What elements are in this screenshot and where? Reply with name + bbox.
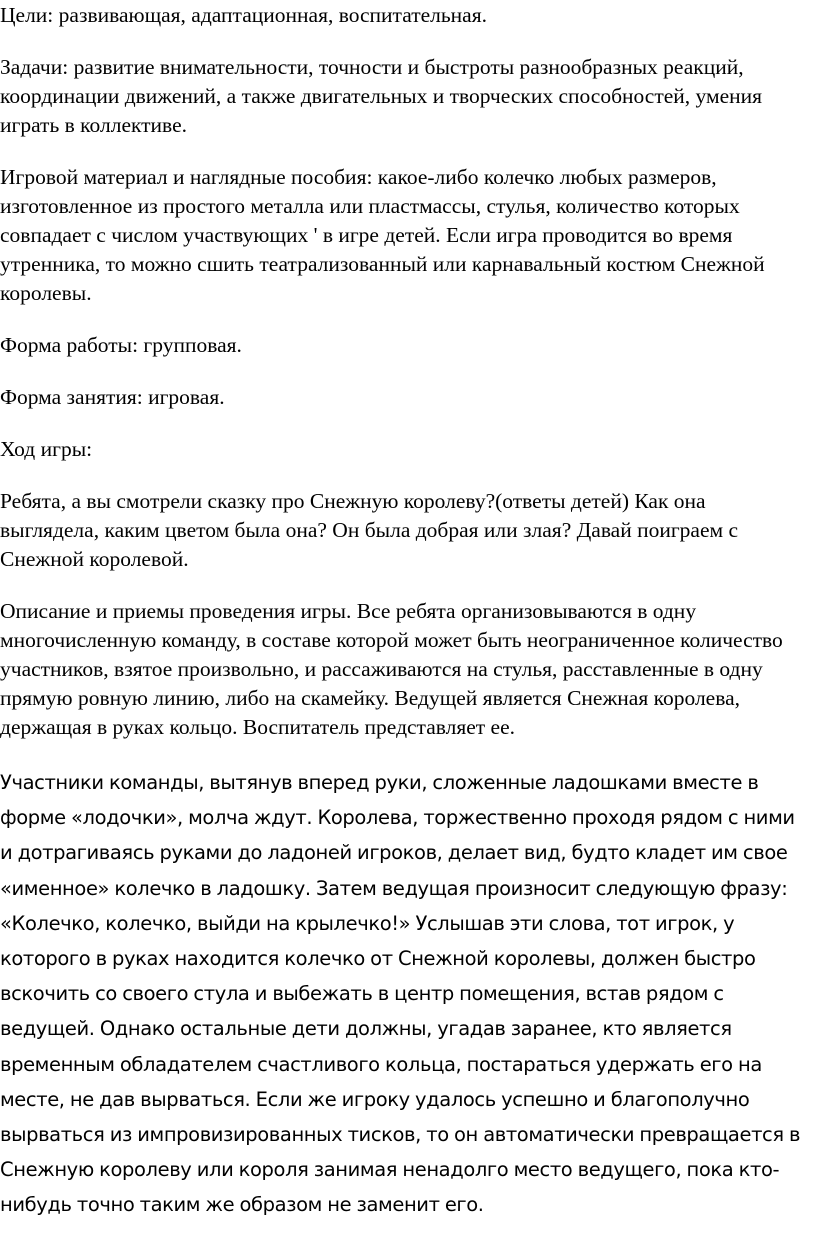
lesson-form-paragraph: Форма занятия: игровая. (0, 385, 225, 409)
materials-paragraph: Игровой материал и наглядные пособия: какое-либо колечко любых размеров, изготовленное из простого металла или пластмассы, стулья, количество которых совпадает с числом участвующих ' в игре детей. Если игра проводится во время утренника, то можно сшить театрализованный или карнавальный костюм Снежной королевы. (0, 165, 765, 305)
tasks-paragraph: Задачи: развитие внимательности, точности и быстроты разнообразных реакций, координации движений, а также двигательных и творческих способностей, умения играть в коллективе. (0, 55, 763, 137)
description-paragraph: Описание и приемы проведения игры. Все ребята организовываются в одну многочисленную команду, в составе которой может быть неограниченное количество участников, взятое произвольно, и рассаживаются на стулья, расставленные в одну прямую ровную линию, либо на скамейку. Ведущей является Снежная королева, держащая в руках кольцо. Воспитатель представляет ее. (0, 599, 783, 739)
rules-paragraph: Участники команды, вытянув вперед руки, сложенные ладошками вместе в форме «лодочки», молча ждут. Королева, торжественно проходя рядом с ними и дотрагиваясь руками до ладоней игроков, делает вид, будто кладет им свое «именное» колечко в ладошку. Затем ведущая произносит следующую фразу: «Колечко, колечко, выйди на крылечко!» Услышав эти слова, тот игрок, у которого в руках находится колечко от Снежной королевы, должен быстро вскочить со своего стула и выбежать в центр помещения, встав рядом с ведущей. Однако остальные дети должны, угадав заранее, кто является временным обладателем счастливого кольца, постараться удержать его на месте, не дав вырваться. Если же игроку удалось успешно и благополучно вырваться из импровизированных тисков, то он автоматически превращается в Снежную королеву или короля занимая ненадолго место ведущего, пока кто-нибудь точно таким же образом не заменит его. (0, 771, 801, 1217)
work-form-paragraph: Форма работы: групповая. (0, 333, 242, 357)
intro-dialogue-paragraph: Ребята, а вы смотрели сказку про Снежную королеву?(ответы детей) Как она выглядела, каким цветом была она? Он была добрая или злая? Давай поиграем с Снежной королевой. (0, 489, 739, 571)
game-progress-heading: Ход игры: (0, 437, 93, 461)
goals-paragraph: Цели: развивающая, адаптационная, воспитательная. (0, 3, 487, 27)
